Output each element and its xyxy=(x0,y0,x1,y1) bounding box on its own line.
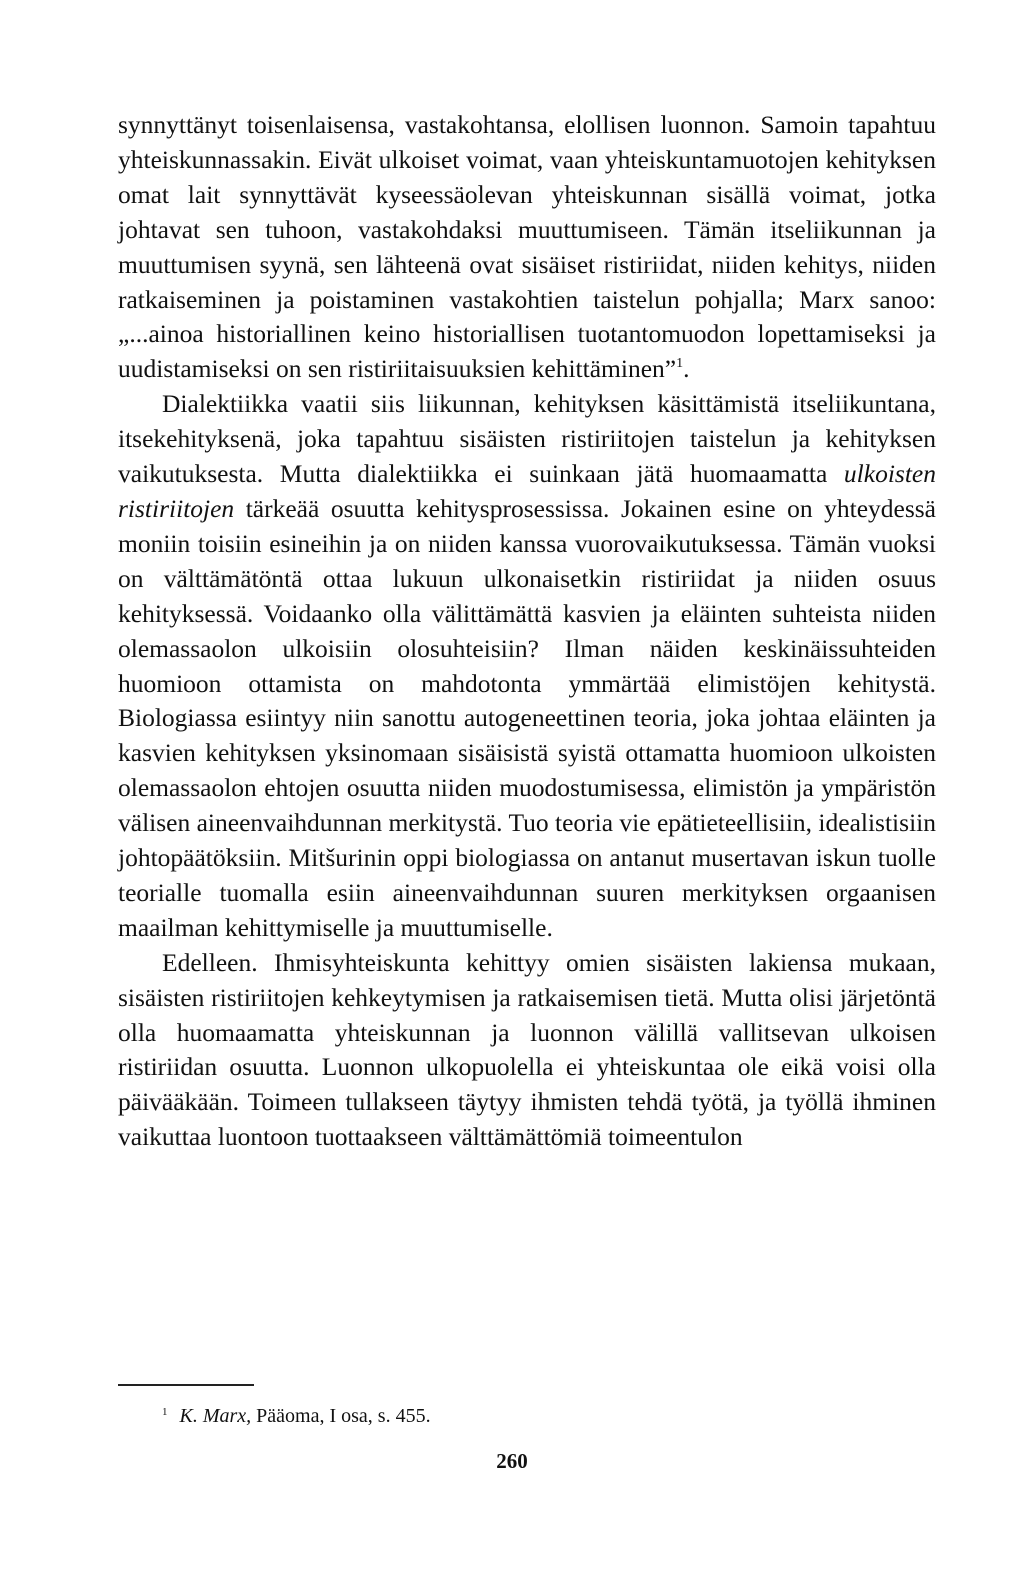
page-body xyxy=(118,108,936,1155)
emphasized-text: ulkoisten ristiriitojen xyxy=(118,459,936,523)
text-run: tärkeää osuutta kehitysprosessissa. Jokainen esine on yhteydessä moniin toisiin esineihin ja on niiden kanssa vuorovaikutuksessa. Tämän vuoksi on välttämätöntä ottaa lukuun ulkonaisetkin ristiriidat ja niiden osuus kehityksessä. Voidaanko olla välittämättä kasvien ja eläinten suhteista niiden olemassaolon ulkoisiin olosuhteisiin? Ilman näiden keskinäissuhteiden huomioon ottamista on mahdotonta ymmärtää elimistöjen kehitystä. Biologiassa esiintyy niin sanottu autogeneettinen teoria, joka johtaa eläinten ja kasvien kehityksen yksinomaan sisäisistä syistä ottamatta huomioon ulkoisten olemassaolon ehtojen osuutta niiden muodostumisessa, elimistön ja ympäristön välisen aineenvaihdunnan merkitystä. Tuo teoria vie epätieteellisiin, idealistisiin johtopäätöksiin. Mitšurinin oppi biologiassa on antanut musertavan iskun tuolle teorialle tuomalla esiin aineenvaihdunnan suuren merkityksen orgaanisen maailman kehittymiselle ja muuttumiselle. xyxy=(118,493,936,942)
footnote-divider xyxy=(118,1384,254,1386)
footnote-marker: 1 xyxy=(162,1406,168,1418)
footnote-reference: 1 xyxy=(676,356,684,372)
text-run: Edelleen. Ihmisyhteiskunta kehittyy omien sisäisten lakiensa mukaan, sisäisten ristiriitojen kehkeytymisen ja ratkaisemisen tietä. Mutta olisi järjetöntä olla huomaamatta yhteiskunnan ja luonnon välillä vallitsevan ulkoisen ristiriidan osuutta. Luonnon ulkopuolella ei yhteiskuntaa ole eikä voisi olla päivääkään. Toimeen tullakseen täytyy ihmisten tehdä työtä, ja työllä ihminen vaikuttaa luontoon tuottaakseen välttämättömiä toimeentulon xyxy=(118,947,936,1152)
footnote-source: Pääoma, I osa, s. 455. xyxy=(251,1405,431,1427)
text-run: . xyxy=(683,354,690,384)
text-run: synnyttänyt toisenlaisensa, vastakohtansa, elollisen luonnon. Samoin tapahtuu yhteiskunnassakin. Eivät ulkoiset voimat, vaan yhteiskuntamuotojen kehityksen omat lait synnyttävät kyseessäolevan yhteiskunnan sisällä voimat, jotka johtavat sen tuhoon, vastakohdaksi muuttumiseen. Tämän itseliikunnan ja muuttumisen syynä, sen lähteenä ovat sisäiset ristiriidat, niiden kehitys, niiden ratkaiseminen ja poistaminen vastakohtien taistelun pohjalla; Marx sanoo: „...ainoa historiallinen keino historiallisen tuotantomuodon lopettamiseksi ja uudistamiseksi on sen ristiriitaisuuksien kehittäminen” xyxy=(118,110,936,384)
paragraph-1 xyxy=(118,108,936,387)
paragraph-3 xyxy=(118,946,936,1155)
page-number: 260 xyxy=(496,1449,528,1473)
text-run: Dialektiikka vaatii siis liikunnan, kehityksen käsittämistä itseliikuntana, itsekehityksenä, joka tapahtuu sisäisten ristiriitojen taistelun ja kehityksen vaikutuksesta. Mutta dialektiikka ei suinkaan jätä huomaamatta xyxy=(118,389,936,489)
paragraph-2 xyxy=(118,387,936,946)
footnote-author: K. Marx, xyxy=(179,1405,252,1427)
footnote xyxy=(162,1403,431,1429)
